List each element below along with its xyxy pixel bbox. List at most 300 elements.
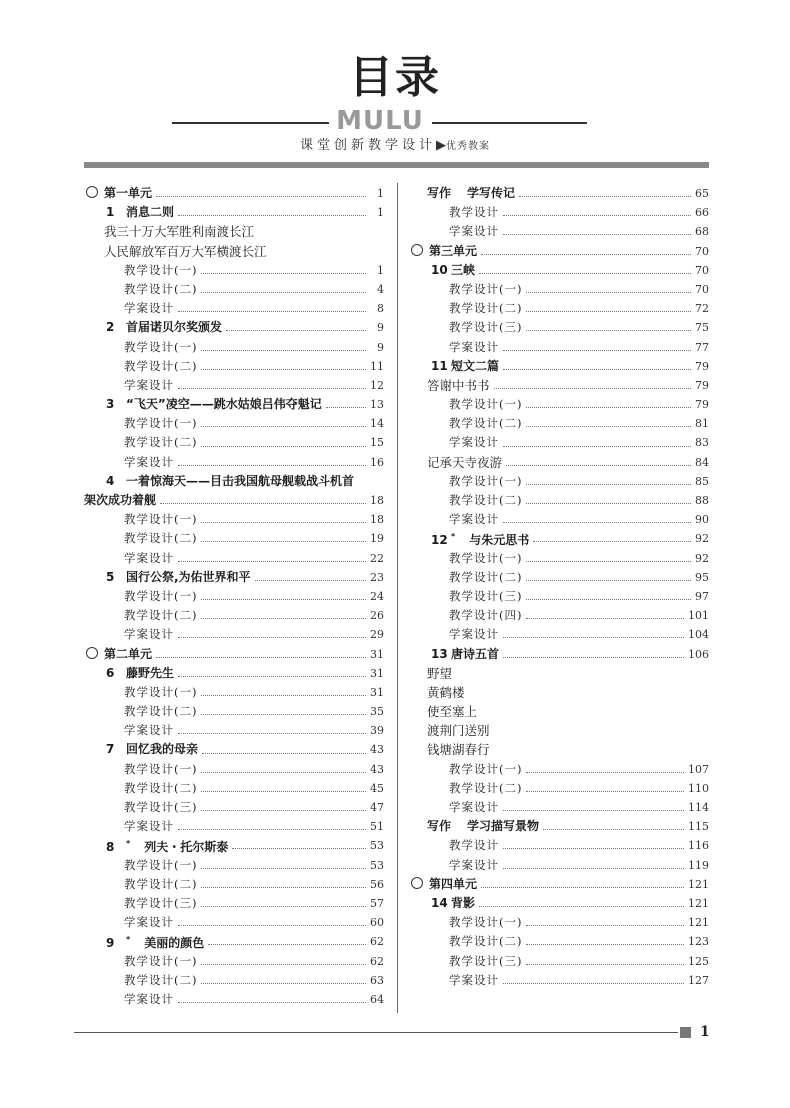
leader-dots	[503, 810, 684, 811]
leader-dots	[526, 561, 691, 562]
entry-title: 藤野先生	[126, 665, 175, 680]
entry-page: 16	[370, 455, 384, 469]
leader-dots	[503, 350, 691, 351]
entry-title: 学案设计	[449, 512, 499, 527]
entry-page: 56	[370, 877, 384, 891]
toc-entry	[84, 894, 384, 913]
entry-number: 6	[106, 665, 115, 680]
entry-title: 我三十万大军胜利南渡长江	[104, 224, 255, 240]
toc-entry	[409, 280, 709, 299]
entry-page: 13	[370, 398, 384, 412]
toc-entry	[84, 798, 384, 817]
entry-title: 教学设计(三)	[124, 895, 198, 910]
leader-dots	[201, 772, 366, 773]
entry-title: 教学设计(二)	[124, 281, 198, 296]
book-subtitle	[0, 138, 790, 155]
leader-dots	[178, 1002, 366, 1003]
entry-page: 66	[695, 206, 709, 220]
entry-title: 教学设计(二)	[124, 876, 198, 891]
toc-entry	[84, 222, 384, 241]
leader-dots	[178, 829, 366, 830]
entry-page: 26	[370, 609, 384, 623]
entry-title: 回忆我的母亲	[126, 742, 199, 757]
entry-number: 8	[106, 840, 115, 855]
entry-page: 63	[370, 973, 384, 987]
leader-dots	[201, 983, 366, 984]
entry-page: 47	[370, 801, 384, 814]
entry-title: 教学设计(二)	[449, 416, 523, 431]
toc-entry	[409, 606, 709, 625]
toc-entry	[409, 529, 709, 548]
leader-dots	[201, 541, 366, 542]
entry-title: 学案设计	[124, 550, 174, 565]
leader-dots	[494, 388, 691, 389]
entry-title: 使至塞上	[427, 704, 478, 720]
entry-page: 107	[688, 762, 709, 776]
leader-dots	[201, 695, 366, 696]
entry-page: 90	[695, 513, 709, 527]
entry-number: 5	[106, 569, 115, 584]
star-marker-icon: *	[126, 935, 131, 945]
toc-entry	[84, 376, 384, 395]
toc-entry	[409, 664, 709, 683]
leader-dots	[201, 810, 366, 811]
entry-number: 13	[431, 646, 448, 661]
toc-entry	[84, 645, 384, 664]
toc-entry	[84, 836, 384, 855]
entry-number: 2	[106, 320, 115, 335]
entry-page: 24	[370, 589, 384, 603]
leader-dots	[479, 906, 684, 907]
leader-dots	[178, 561, 366, 562]
leader-dots	[201, 964, 366, 965]
entry-page: 51	[370, 820, 384, 834]
entry-page: 31	[370, 666, 384, 680]
toc-entry	[84, 683, 384, 702]
leader-dots	[481, 887, 684, 888]
entry-title: 列夫・托尔斯泰	[144, 840, 229, 855]
toc-entry	[84, 702, 384, 721]
entry-page: 57	[370, 896, 384, 910]
entry-page: 62	[370, 935, 384, 949]
leader-dots	[226, 330, 366, 331]
entry-title: 野望	[427, 665, 453, 681]
leader-dots	[526, 772, 684, 773]
toc-entry	[409, 817, 709, 836]
leader-dots	[526, 599, 691, 600]
entry-page: 125	[688, 954, 709, 968]
toc-entry	[84, 760, 384, 779]
toc-entry	[409, 683, 709, 702]
header-bar	[84, 162, 709, 168]
toc-entry	[84, 318, 384, 337]
toc-entry	[409, 222, 709, 241]
entry-title: 国行公祭,为佑世界和平	[126, 569, 251, 584]
leader-dots	[503, 215, 691, 216]
entry-page: 70	[695, 244, 709, 258]
entry-title: 学案设计	[449, 435, 499, 450]
toc-entry	[84, 453, 384, 472]
entry-page: 1	[377, 263, 384, 277]
entry-page: 121	[688, 916, 709, 930]
leader-dots	[178, 465, 366, 466]
toc-entry	[409, 338, 709, 357]
entry-page: 114	[688, 801, 709, 814]
entry-page: 75	[695, 321, 709, 335]
entry-title: 消息二则	[126, 205, 175, 220]
entry-title: 人民解放军百万大军横渡长江	[104, 243, 267, 259]
leader-dots	[178, 676, 366, 677]
leader-dots	[201, 426, 366, 427]
entry-title: 教学设计(一)	[124, 416, 198, 431]
title-rule-right	[432, 122, 587, 124]
entry-title: 学习描写景物	[467, 819, 540, 834]
entry-title: 与朱元思书	[469, 533, 530, 548]
toc-entry	[84, 587, 384, 606]
toc-entry	[409, 894, 709, 913]
entry-title: 学案设计	[124, 915, 174, 930]
toc-entry	[409, 760, 709, 779]
leader-dots	[201, 522, 366, 523]
entry-title: 教学设计(二)	[124, 704, 198, 719]
leader-dots	[526, 503, 691, 504]
triangle-icon: ▶	[436, 138, 446, 153]
entry-page: 79	[695, 359, 709, 373]
toc-entry	[409, 836, 709, 855]
leader-dots	[503, 657, 684, 658]
title-rule-left	[172, 122, 329, 124]
entry-title: 美丽的颜色	[144, 936, 205, 951]
entry-page: 106	[688, 647, 709, 661]
toc-entry	[409, 625, 709, 644]
entry-title: 教学设计(一)	[124, 684, 198, 699]
leader-dots	[526, 964, 684, 965]
entry-page: 53	[370, 839, 384, 853]
toc-entry	[84, 414, 384, 433]
entry-page: 4	[377, 282, 384, 296]
entry-page: 43	[370, 762, 384, 776]
leader-dots	[503, 446, 691, 447]
leader-dots	[178, 311, 366, 312]
leader-dots	[201, 887, 366, 888]
entry-page: 68	[695, 225, 709, 239]
entry-number: 1	[106, 205, 115, 220]
entry-title: 学案设计	[124, 454, 174, 469]
entry-page: 123	[688, 935, 709, 949]
leader-dots	[201, 446, 366, 447]
leader-dots	[201, 599, 366, 600]
leader-dots	[479, 273, 691, 274]
toc-entry	[84, 990, 384, 1009]
entry-title: 渡荆门送别	[427, 723, 490, 739]
toc-entry	[84, 203, 384, 222]
leader-dots	[178, 925, 366, 926]
entry-title: 学案设计	[449, 627, 499, 642]
entry-title: 学案设计	[124, 301, 174, 316]
toc-entry	[409, 395, 709, 414]
toc-entry	[84, 971, 384, 990]
toc-entry	[84, 606, 384, 625]
entry-page: 70	[695, 263, 709, 277]
entry-title: 学案设计	[449, 800, 499, 814]
toc-entry	[409, 299, 709, 318]
entry-title: 教学设计(二)	[449, 301, 523, 316]
entry-number: 14	[431, 895, 448, 910]
entry-page: 92	[695, 532, 709, 546]
entry-title: 教学设计(一)	[124, 953, 198, 968]
leader-dots	[503, 637, 684, 638]
entry-page: 110	[688, 781, 709, 795]
entry-title: “飞天”凌空——跳水姑娘吕伟夺魁记	[126, 397, 322, 412]
entry-title: 教学设计(一)	[124, 761, 198, 776]
circle-icon	[411, 877, 423, 889]
entry-page: 127	[688, 973, 709, 987]
entry-page: 35	[370, 705, 384, 719]
toc-entry	[409, 779, 709, 798]
entry-page: 79	[695, 398, 709, 412]
entry-page: 22	[370, 551, 384, 565]
leader-dots	[201, 791, 366, 792]
entry-page: 85	[695, 474, 709, 488]
toc-entry	[84, 721, 384, 740]
entry-title: 学案设计	[124, 377, 174, 392]
toc-entry	[84, 875, 384, 894]
entry-page: 9	[377, 321, 384, 335]
entry-title: 教学设计(一)	[124, 339, 198, 354]
leader-dots	[208, 944, 366, 945]
entry-title: 首届诺贝尔奖颁发	[126, 320, 223, 335]
leader-dots	[543, 829, 684, 830]
entry-page: 29	[370, 628, 384, 642]
entry-page: 121	[688, 877, 709, 891]
entry-title: 第三单元	[429, 243, 478, 258]
entry-title: 教学设计(一)	[449, 550, 523, 565]
entry-page: 92	[695, 551, 709, 565]
entry-title: 教学设计(一)	[449, 473, 523, 488]
entry-title: 教学设计(二)	[449, 569, 523, 584]
toc-entry	[409, 261, 709, 280]
entry-page: 83	[695, 436, 709, 450]
entry-title: 答谢中书书	[427, 377, 490, 393]
entry-title: 学案设计	[449, 972, 499, 987]
leader-dots	[201, 273, 366, 274]
entry-title: 教学设计(二)	[449, 780, 523, 795]
leader-dots	[526, 311, 691, 312]
leader-dots	[526, 580, 691, 581]
entry-page: 1	[377, 187, 384, 200]
toc-entry	[84, 664, 384, 683]
toc-entry	[409, 856, 709, 875]
toc-entry	[84, 740, 384, 759]
leader-dots	[503, 983, 684, 984]
entry-number: 11	[431, 358, 448, 373]
leader-dots	[178, 733, 366, 734]
toc-entry	[409, 242, 709, 261]
leader-dots	[201, 369, 366, 370]
leader-dots	[232, 848, 366, 849]
leader-dots	[503, 369, 691, 370]
entry-title: 教学设计(二)	[124, 358, 198, 373]
toc-entry	[409, 549, 709, 568]
toc-entry	[409, 453, 709, 472]
toc-entry	[409, 433, 709, 452]
toc-entry	[409, 702, 709, 721]
circle-icon	[86, 647, 98, 659]
entry-number: 10	[431, 262, 448, 277]
entry-title: 学案设计	[124, 723, 174, 738]
entry-page: 121	[688, 896, 709, 910]
toc-entry	[409, 721, 709, 740]
leader-dots	[326, 407, 366, 408]
toc-entry	[409, 318, 709, 337]
entry-page: 9	[377, 340, 384, 354]
entry-title: 三峡	[451, 262, 476, 277]
entry-title: 学案设计	[449, 224, 499, 239]
footer-square-icon	[680, 1027, 691, 1038]
toc-entry	[84, 472, 384, 491]
entry-title: 教学设计(一)	[124, 588, 198, 603]
entry-title: 第四单元	[429, 876, 478, 891]
toc-entry	[84, 549, 384, 568]
entry-title: 第一单元	[104, 186, 153, 200]
entry-number: 写作	[427, 819, 452, 834]
entry-page: 23	[370, 570, 384, 584]
leader-dots	[526, 407, 691, 408]
entry-title: 教学设计(二)	[449, 934, 523, 949]
entry-page: 60	[370, 916, 384, 930]
entry-page: 64	[370, 992, 384, 1006]
entry-title: 教学设计(一)	[449, 397, 523, 412]
entry-title: 学案设计	[449, 857, 499, 872]
leader-dots	[503, 848, 684, 849]
entry-page: 70	[695, 282, 709, 296]
entry-page: 43	[370, 743, 384, 757]
entry-page: 97	[695, 589, 709, 603]
leader-dots	[503, 868, 684, 869]
entry-title: 记承天寺夜游	[427, 454, 503, 470]
toc-entry	[84, 932, 384, 951]
entry-title: 教学设计(三)	[124, 800, 198, 814]
entry-page: 77	[695, 340, 709, 354]
toc-entry	[409, 645, 709, 664]
entry-page: 8	[377, 302, 384, 316]
toc-right-column	[409, 184, 709, 990]
entry-page: 14	[370, 417, 384, 431]
leader-dots	[526, 426, 691, 427]
toc-entry	[84, 433, 384, 452]
entry-title: 教学设计(一)	[449, 915, 523, 930]
entry-page: 39	[370, 724, 384, 738]
entry-page: 115	[688, 820, 709, 834]
leader-dots	[526, 292, 691, 293]
toc-entry	[409, 952, 709, 971]
pinyin-title: MULU	[336, 106, 424, 136]
toc-entry	[409, 203, 709, 222]
entry-page: 81	[695, 417, 709, 431]
toc-entry	[84, 338, 384, 357]
toc-entry	[409, 875, 709, 894]
entry-page: 79	[695, 378, 709, 392]
toc-entry	[84, 395, 384, 414]
toc-entry	[84, 625, 384, 644]
entry-number: 3	[106, 397, 115, 412]
entry-title: 第二单元	[104, 646, 153, 661]
entry-page: 72	[695, 302, 709, 316]
leader-dots	[201, 714, 366, 715]
page-title: 目录	[349, 52, 441, 103]
entry-page: 62	[370, 954, 384, 968]
leader-dots	[178, 388, 366, 389]
entry-page: 88	[695, 494, 709, 507]
entry-title: 学案设计	[124, 991, 174, 1006]
leader-dots	[156, 196, 366, 197]
entry-number: 12	[431, 533, 448, 548]
entry-page: 101	[688, 609, 709, 623]
entry-title: 教学设计	[449, 205, 499, 220]
leader-dots	[506, 465, 691, 466]
circle-icon	[86, 186, 98, 198]
entry-title: 学案设计	[449, 339, 499, 354]
entry-page: 104	[688, 628, 709, 642]
entry-title: 教学设计(二)	[124, 608, 198, 623]
entry-page: 15	[370, 436, 384, 450]
toc-entry	[409, 491, 709, 510]
entry-page: 18	[370, 513, 384, 527]
star-marker-icon: *	[126, 839, 131, 849]
entry-title: 黄鹤楼	[427, 684, 465, 700]
page-number: 1	[700, 1024, 710, 1040]
leader-dots	[526, 330, 691, 331]
leader-dots	[481, 254, 691, 255]
entry-title: 教学设计(一)	[124, 262, 198, 277]
leader-dots	[526, 484, 691, 485]
entry-page: 31	[370, 647, 384, 661]
subtitle-text: 课堂创新教学设计	[299, 138, 436, 153]
toc-entry	[84, 261, 384, 280]
leader-dots	[201, 868, 366, 869]
circle-icon	[411, 244, 423, 256]
entry-title: 唐诗五首	[451, 646, 500, 661]
entry-number: 7	[106, 742, 115, 757]
entry-title: 教学设计(二)	[124, 780, 198, 795]
entry-title: 钱塘湖春行	[427, 742, 490, 758]
toc-entry	[409, 913, 709, 932]
leader-dots	[178, 215, 366, 216]
leader-dots	[255, 580, 366, 581]
entry-page: 19	[370, 532, 384, 546]
entry-title: 教学设计(三)	[449, 588, 523, 603]
toc-entry	[84, 491, 384, 510]
leader-dots	[202, 753, 366, 754]
toc-entry	[84, 529, 384, 548]
toc-entry	[409, 798, 709, 817]
entry-page: 31	[370, 685, 384, 699]
leader-dots	[156, 657, 366, 658]
entry-title: 学写传记	[467, 186, 516, 200]
entry-title: 学案设计	[124, 819, 174, 834]
leader-dots	[178, 637, 366, 638]
entry-title: 教学设计(一)	[449, 281, 523, 296]
leader-dots	[533, 541, 691, 542]
toc-entry	[84, 510, 384, 529]
toc-entry	[409, 740, 709, 759]
footer-rule	[74, 1032, 678, 1033]
entry-title: 一着惊海天——目击我国航母舰载战斗机首	[126, 473, 355, 488]
entry-page: 11	[370, 359, 384, 373]
toc-entry	[409, 932, 709, 951]
entry-page: 53	[370, 858, 384, 872]
entry-title: 架次成功着舰	[84, 493, 157, 507]
